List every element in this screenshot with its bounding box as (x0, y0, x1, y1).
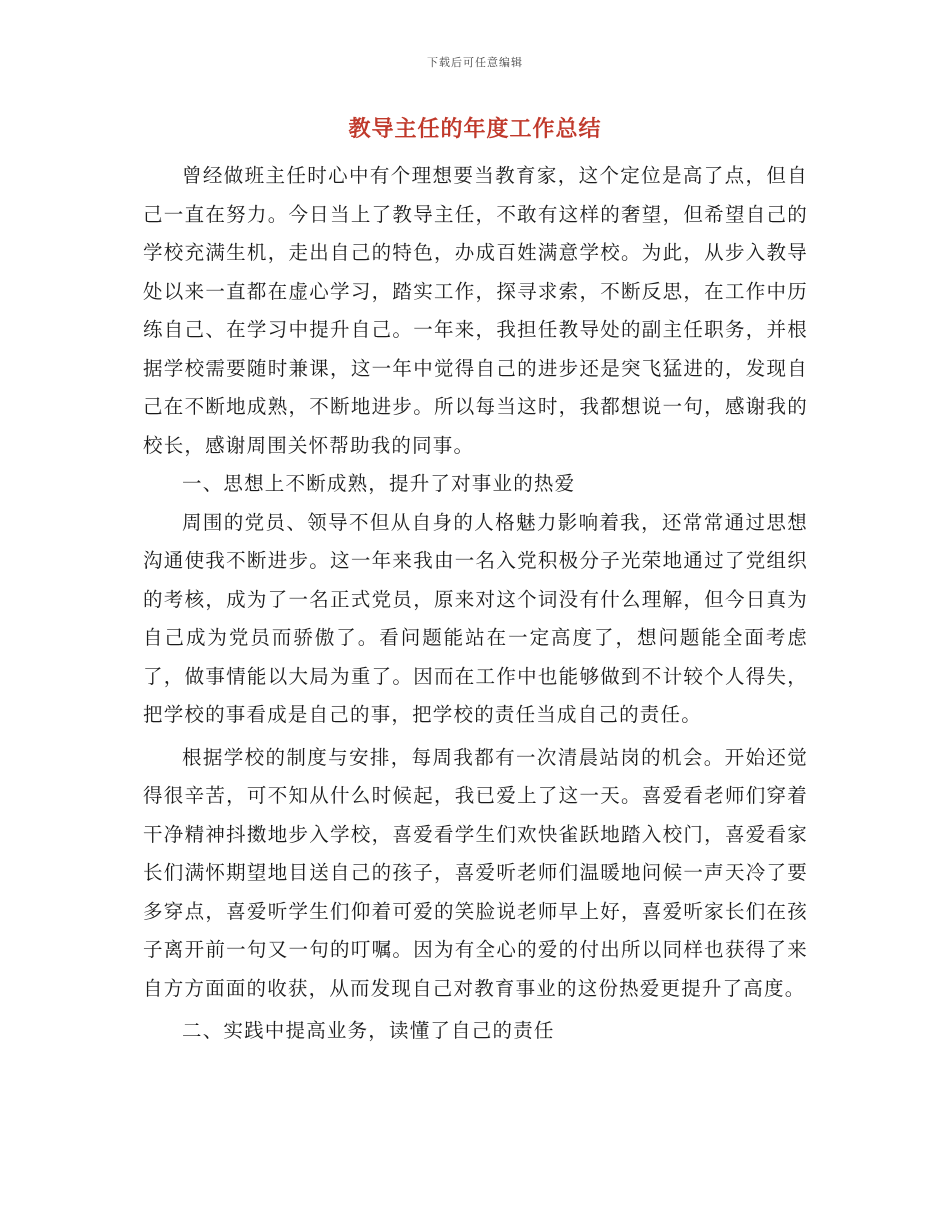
paragraph-morning-duty: 根据学校的制度与安排，每周我都有一次清晨站岗的机会。开始还觉得很辛苦，可不知从什么时候起，我已爱上了这一天。喜爱看老师们穿着干净精神抖擞地步入学校，喜爱看学生们欢快雀跃地踏入校门，喜爱看家长们满怀期望地目送自己的孩子，喜爱听老师们温暖地问候一声天冷了要多穿点，喜爱听学生们仰着可爱的笑脸说老师早上好，喜爱听家长们在孩子离开前一句又一句的叮嘱。因为有全心的爱的付出所以同样也获得了来自方方面面的收获，从而发现自己对教育事业的这份热爱更提升了高度。 (143, 745, 808, 1000)
document-body (143, 157, 808, 1051)
document-title: 教导主任的年度工作总结 (348, 117, 602, 142)
section-heading-2: 二、实践中提高业务，读懂了自己的责任 (182, 1019, 555, 1042)
paragraph-party: 周围的党员、领导不但从自身的人格魅力影响着我，还常常通过思想沟通使我不断进步。这一年来我由一名入党积极分子光荣地通过了党组织的考核，成为了一名正式党员，原来对这个词没有什么理解，但今日真为自己成为党员而骄傲了。看问题能站在一定高度了，想问题能全面考虑了，做事情能以大局为重了。因而在工作中也能够做到不计较个人得失，把学校的事看成是自己的事，把学校的责任当成自己的责任。 (143, 510, 808, 726)
header-note: 下载后可任意编辑 (427, 56, 523, 69)
section-heading-1: 一、思想上不断成熟，提升了对事业的热爱 (182, 472, 576, 495)
paragraph-intro: 曾经做班主任时心中有个理想要当教育家，这个定位是高了点，但自己一直在努力。今日当上了教导主任，不敢有这样的奢望，但希望自己的学校充满生机，走出自己的特色，办成百姓满意学校。为此，从步入教导处以来一直都在虚心学习，踏实工作，探寻求索，不断反思，在工作中历练自己、在学习中提升自己。一年来，我担任教导处的副主任职务，并根据学校需要随时兼课，这一年中觉得自己的进步还是突飞猛进的，发现自己在不断地成熟，不断地进步。所以每当这时，我都想说一句，感谢我的校长，感谢周围关怀帮助我的同事。 (143, 164, 808, 457)
